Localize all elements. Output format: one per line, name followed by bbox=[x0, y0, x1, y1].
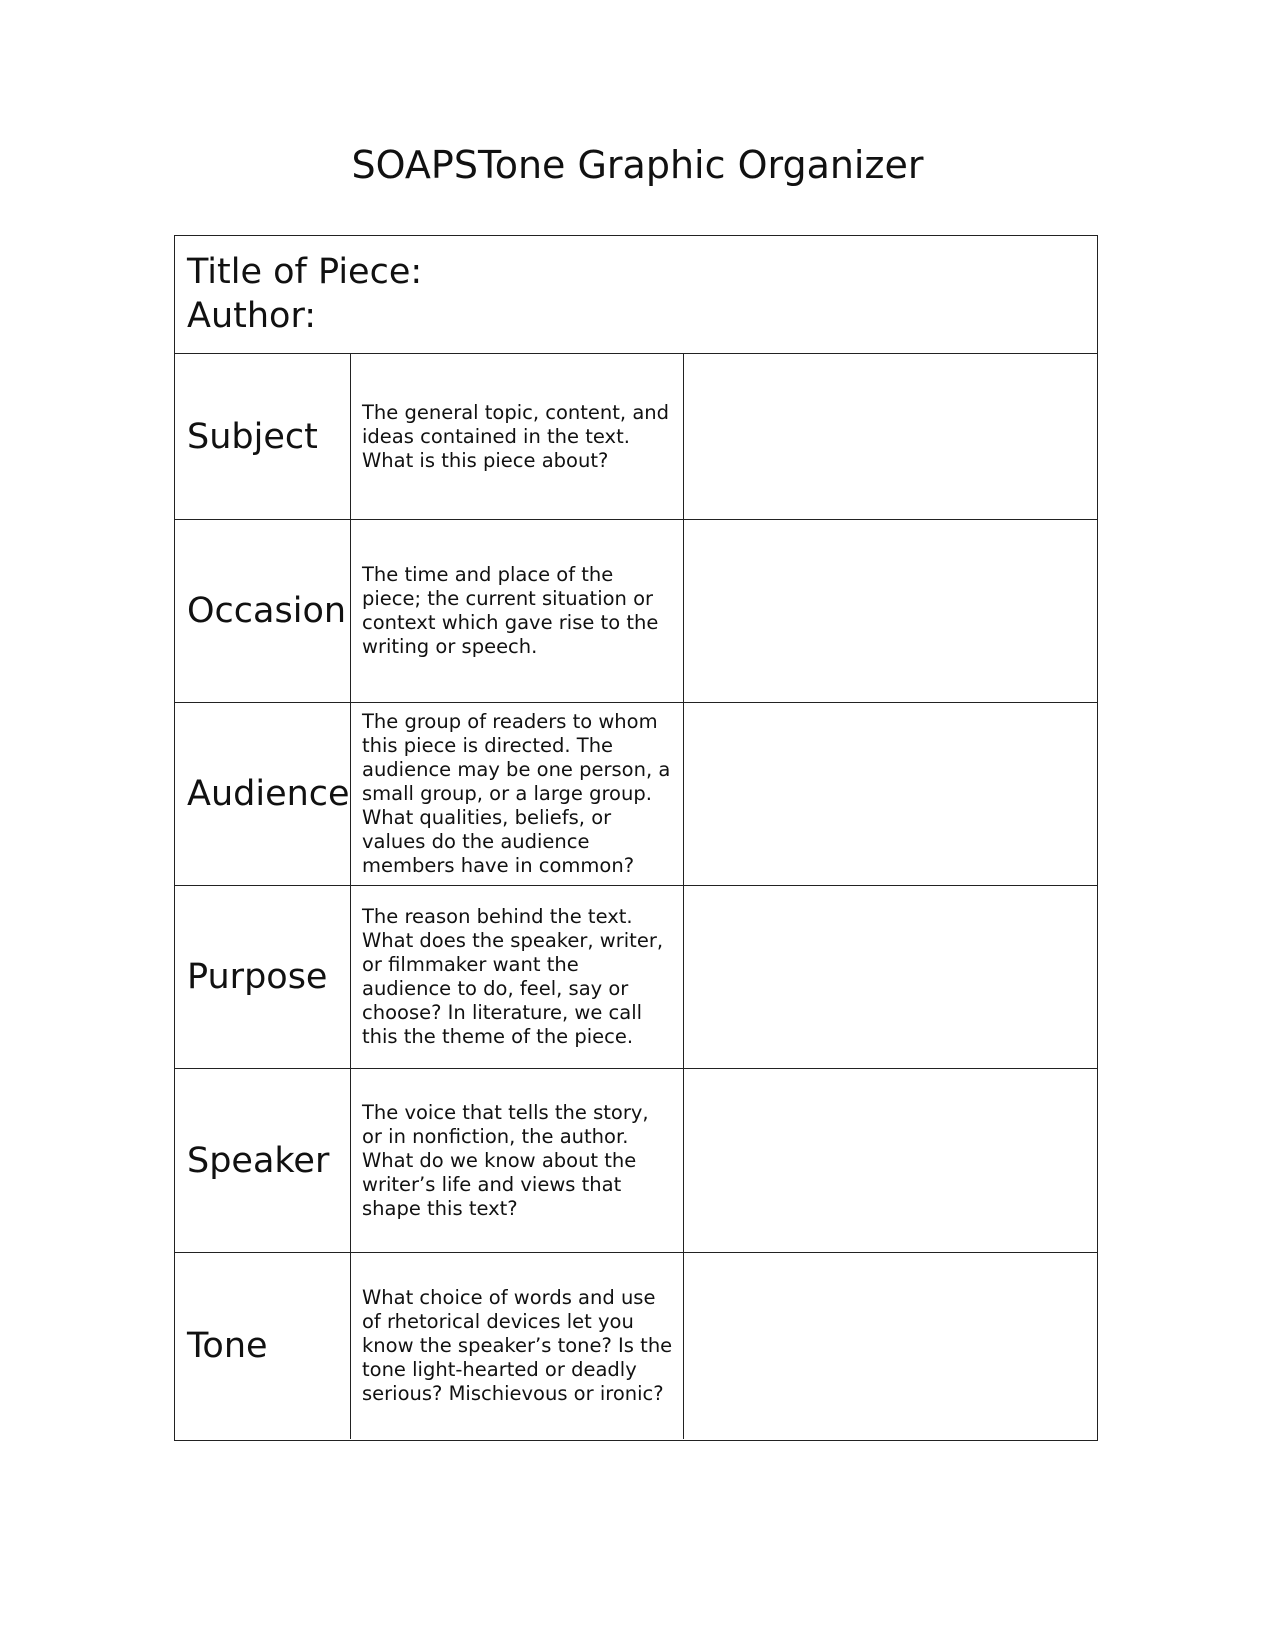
piece-info-cell[interactable] bbox=[175, 236, 1097, 354]
term-tone: Tone bbox=[175, 1253, 351, 1439]
row-occasion bbox=[175, 520, 1097, 703]
answer-cell-speaker[interactable] bbox=[684, 1069, 1097, 1252]
description-subject: The general topic, content, and ideas contained in the text. What is this piece about? bbox=[351, 354, 684, 519]
author-label: Author: bbox=[187, 296, 317, 336]
page-title: SOAPSTone Graphic Organizer bbox=[351, 143, 924, 187]
description-audience: The group of readers to whom this piece is directed. The audience may be one person, a small group, or a large group. What qualities, beliefs, or values do the audience members have in common? bbox=[351, 703, 684, 885]
answer-cell-occasion[interactable] bbox=[684, 520, 1097, 702]
row-speaker bbox=[175, 1069, 1097, 1253]
term-speaker: Speaker bbox=[175, 1069, 351, 1252]
row-audience bbox=[175, 703, 1097, 886]
term-audience: Audience bbox=[175, 703, 351, 885]
soapstone-table bbox=[174, 235, 1098, 1441]
term-purpose: Purpose bbox=[175, 886, 351, 1068]
row-tone bbox=[175, 1253, 1097, 1439]
description-tone: What choice of words and use of rhetorical devices let you know the speaker’s tone? Is the tone light-hearted or deadly serious? Mischievous or ironic? bbox=[351, 1253, 684, 1439]
term-subject: Subject bbox=[175, 354, 351, 519]
answer-cell-audience[interactable] bbox=[684, 703, 1097, 885]
title-of-piece-label: Title of Piece: bbox=[187, 252, 423, 292]
description-purpose: The reason behind the text. What does the speaker, writer, or filmmaker want the audience to do, feel, say or choose? In literature, we call this the theme of the piece. bbox=[351, 886, 684, 1068]
description-occasion: The time and place of the piece; the current situation or context which gave rise to the writing or speech. bbox=[351, 520, 684, 702]
description-speaker: The voice that tells the story, or in nonfiction, the author. What do we know about the writer’s life and views that shape this text? bbox=[351, 1069, 684, 1252]
row-purpose bbox=[175, 886, 1097, 1069]
row-subject bbox=[175, 354, 1097, 520]
answer-cell-subject[interactable] bbox=[684, 354, 1097, 519]
answer-cell-tone[interactable] bbox=[684, 1253, 1097, 1439]
answer-cell-purpose[interactable] bbox=[684, 886, 1097, 1068]
term-occasion: Occasion bbox=[175, 520, 351, 702]
